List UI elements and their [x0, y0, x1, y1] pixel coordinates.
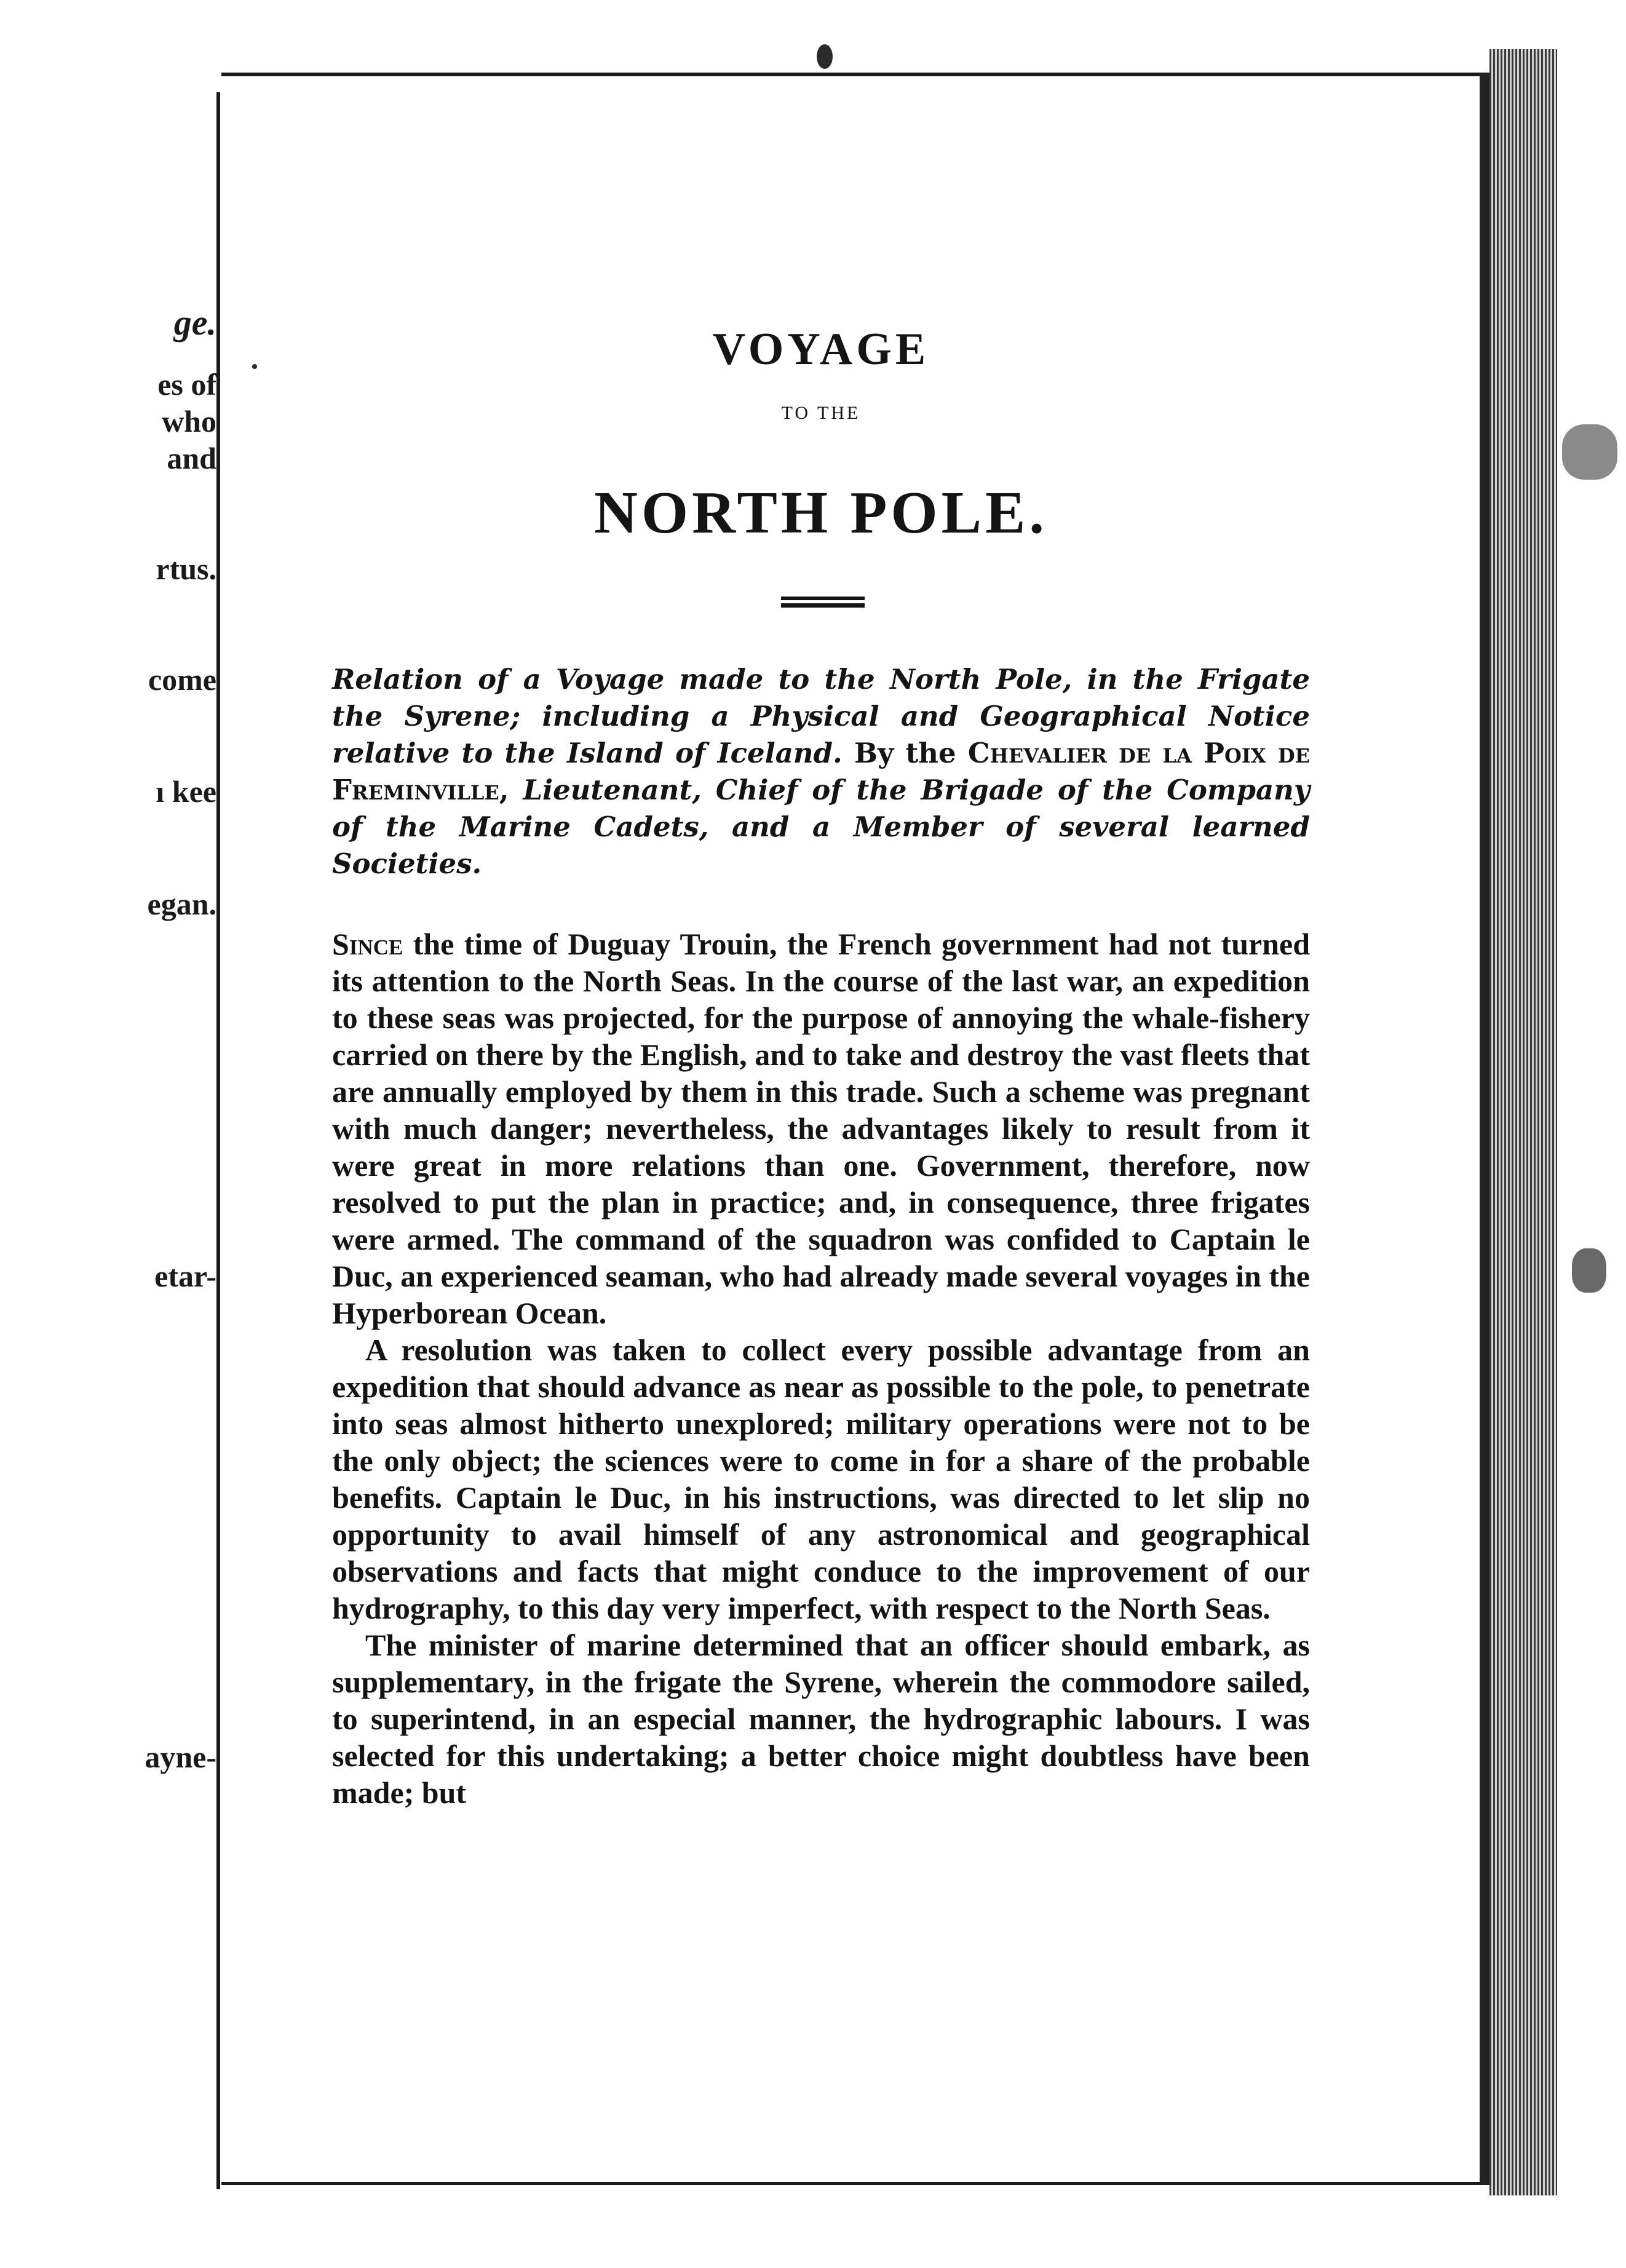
left-line-fragment: es of — [157, 367, 216, 402]
left-line-fragment: etar- — [154, 1259, 216, 1293]
left-line-fragment: come — [148, 662, 216, 697]
heading-description: Relation of a Voyage made to the North Pole, in the Frigate the Syrene; including a Physical and Geographical Notice relative to the Island of Iceland. — [332, 663, 1310, 769]
left-page-border — [216, 92, 220, 2189]
article-heading — [332, 661, 1310, 882]
scan-smudge — [1572, 1248, 1606, 1293]
left-line-fragment: who — [162, 404, 216, 438]
heading-by: By the — [854, 737, 956, 769]
left-line-fragment: egan. — [147, 887, 216, 921]
page-border-top — [221, 73, 1488, 76]
left-line-fragment: rtus. — [156, 552, 216, 586]
body-paragraph — [332, 926, 1310, 1331]
scan-speck — [252, 364, 257, 369]
page-border-bottom — [221, 2182, 1488, 2185]
title-voyage: VOYAGE — [712, 324, 930, 375]
scan-smudge — [1562, 424, 1617, 480]
double-rule-divider — [781, 597, 865, 609]
left-line-fragment: and — [167, 441, 216, 475]
page-border-right — [1480, 73, 1489, 2185]
title-north-pole: NORTH POLE. — [594, 480, 1048, 546]
book-page-edges — [1489, 49, 1557, 2195]
article-body — [332, 926, 1310, 1811]
heading-author-titles: Lieutenant, Chief of the Brigade of the Company of the Marine Cadets, and a Member of several learned Societies. — [332, 774, 1311, 880]
paragraph-opening-word: Since — [332, 927, 403, 961]
paragraph-text: the time of Duguay Trouin, the French government had not turned its attention to the North Seas. In the course of the last war, an expedition to these seas was projected, for the purpose of annoying the whale-fishery carried on there by the English, and to take and destroy the vast fleets that are annually employed by them in this trade. Such a scheme was pregnant with much danger; nevertheless, the advantages likely to result from it were great in more relations than one. Government, therefore, now resolved to put the plan in practice; and, in consequence, three frigates were armed. The command of the squadron was confided to Captain le Duc, an experienced seaman, who had already made several voyages in the Hyperborean Ocean. — [332, 927, 1310, 1330]
body-paragraph: The minister of marine determined that an officer should embark, as supplementary, in the frigate the Syrene, wherein the commodore sailed, to superintend, in an especial manner, the hydrographic labours. I was selected for this undertaking; a better choice might doubtless have been made; but — [332, 1628, 1310, 1810]
body-paragraph: A resolution was taken to collect every possible advantage from an expedition that should advance as near as possible to the pole, to penetrate into seas almost hitherto unexplored; military operations were not to be the only object; the sciences were to come in for a share of the probable benefits. Captain le Duc, in his instructions, was directed to let slip no opportunity to avail himself of any astronomical and geographical observations and facts that might conduce to the improvement of our hydrography, to this day very imperfect, with respect to the North Seas. — [332, 1333, 1310, 1625]
title-to-the: TO THE — [781, 403, 861, 423]
left-line-fragment: ge. — [173, 303, 216, 343]
left-page-fragment — [0, 0, 216, 2268]
left-line-fragment: ayne- — [145, 1740, 216, 1774]
heading-author: Chevalier de la Poix de Freminville, — [332, 737, 1311, 806]
scan-speck — [817, 44, 833, 69]
left-line-fragment: ı kee — [156, 774, 216, 809]
